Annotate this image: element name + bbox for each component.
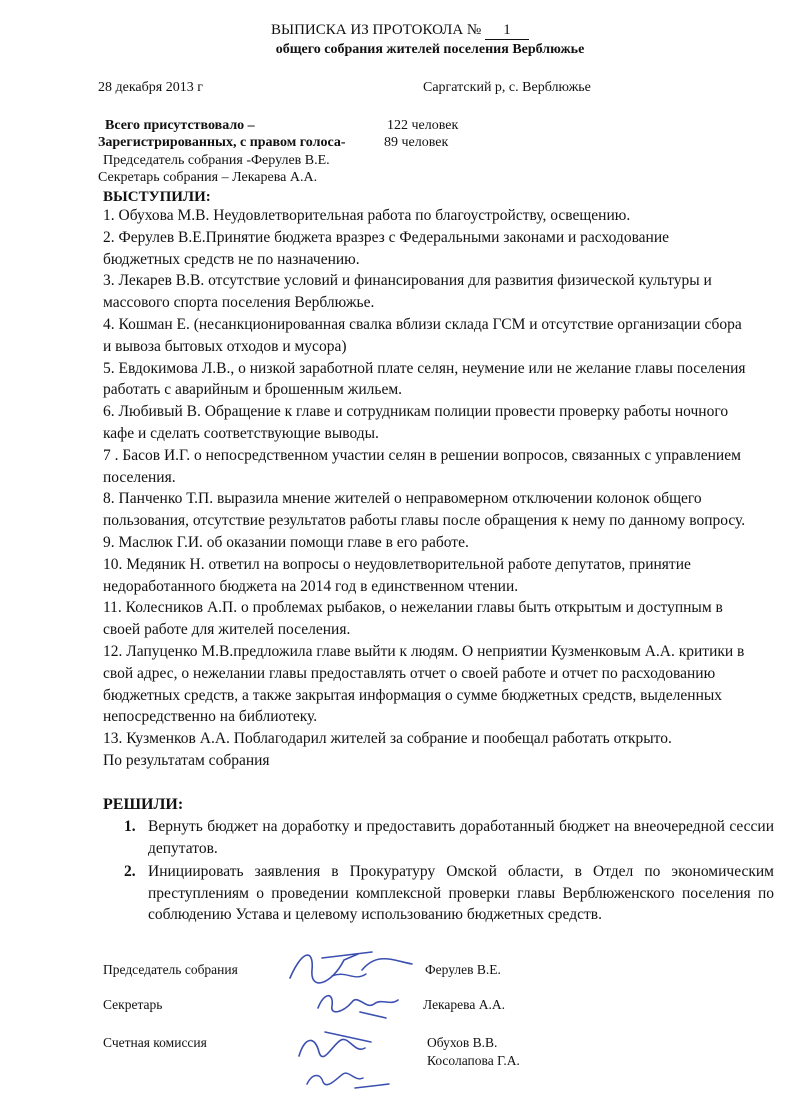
registered-label: Зарегистрированных, с правом голоса- [98, 135, 346, 150]
meeting-place: Саргатский р, с. Верблюжье [423, 80, 591, 95]
document-title [0, 22, 800, 40]
decision-item [124, 861, 774, 926]
speakers-heading: ВЫСТУПИЛИ: [103, 189, 211, 205]
decided-heading: РЕШИЛИ: [103, 796, 184, 813]
speech-item: 12. Лапуценко М.В.предложила главе выйти к людям. О неприятии Кузменковым А.А. критики в свой адрес, о нежелании главы предоставлять отчет о своей работе и отчет по расходованию бюджетных средств, а также закрытая информация о сумме бюджетных средств, выделенных непосредственно на библиотеку. [103, 642, 745, 726]
chairman-signature-label: Председатель собрания [103, 962, 238, 977]
speech-item: 10. Медяник Н. ответил на вопросы о неудовлетворительной работе депутатов, принятие недоработанного бюджета на 2014 год в единственном чтении. [103, 555, 691, 595]
present-label: Всего присутствовало – [105, 118, 255, 133]
speech-item: 3. Лекарев В.В. отсутствие условий и финансирования для развития физической культуры и массового спорта поселения Верблюжье. [103, 272, 712, 312]
speeches-list [103, 205, 748, 772]
secretary-signature-name: Лекарева А.А. [423, 997, 505, 1012]
document-subtitle: общего собрания жителей поселения Верблюжье [275, 42, 585, 57]
decision-number: 1. [124, 818, 136, 835]
speech-item: 11. Колесников А.П. о проблемах рыбаков, о нежелании главы быть открытым и доступным в своей работе для жителей поселения. [103, 599, 723, 639]
decision-item [124, 816, 774, 859]
speech-item: 8. Панченко Т.П. выразила мнение жителей о неправомерном отключении колонок общего пользования, отсутствие результатов работы главы после обращения к нему по данному вопросу. [103, 490, 746, 530]
chairman-signature-name: Ферулев В.Е. [425, 962, 501, 977]
speech-item: 1. Обухова М.В. Неудовлетворительная работа по благоустройству, освещению. [103, 207, 631, 224]
chairman-line: Председатель собрания -Ферулев В.Е. [103, 153, 330, 168]
registered-value: 89 человек [384, 135, 449, 150]
chairman-signature [262, 940, 432, 988]
commission-signatures [285, 1022, 415, 1096]
speech-item: 6. Любивый В. Обращение к главе и сотрудникам полиции провести проверку работы ночного кафе и сделать соответствующие выводы. [103, 403, 729, 442]
decision-number: 2. [124, 863, 136, 880]
results-intro: По результатам собрания [103, 751, 270, 769]
speech-item: 5. Евдокимова Л.В., о низкой заработной плате селян, неумение или не желание главы поселения работать с аварийным и брошенным жильем. [103, 359, 746, 399]
secretary-signature [300, 982, 420, 1024]
speech-item: 4. Кошман Е. (несанкционированная свалка вблизи склада ГСМ и отсутствие организации сбора и вывоза бытовых отходов и мусора) [103, 315, 742, 355]
commission-member-1: Обухов В.В. [427, 1035, 498, 1050]
protocol-number: 1 [485, 22, 529, 40]
decision-text: Вернуть бюджет на доработку и предоставить доработанный бюджет на внеочередной сессии депутатов. [148, 818, 774, 857]
meeting-date: 28 декабря 2013 г [98, 80, 203, 95]
speech-item: 2. Ферулев В.Е.Принятие бюджета вразрез с Федеральными законами и расходование бюджетных средств не по назначению. [103, 228, 670, 268]
commission-member-2: Косолапова Г.А. [427, 1053, 520, 1068]
secretary-line: Секретарь собрания – Лекарева А.А. [98, 170, 318, 185]
secretary-signature-label: Секретарь [103, 997, 163, 1012]
decision-text: Инициировать заявления в Прокуратуру Омской области, в Отдел по экономическим преступлениям о проведении комплексной проверки главы Верблюженского поселения по соблюдению Устава и целевому использованию бюджетных средств. [148, 863, 774, 923]
decisions-list [124, 816, 774, 928]
commission-signature-label: Счетная комиссия [103, 1035, 207, 1050]
speech-item: 13. Кузменков А.А. Поблагодарил жителей за собрание и пообещал работать открыто. [103, 730, 672, 748]
document-title-text: ВЫПИСКА ИЗ ПРОТОКОЛА № [271, 22, 482, 38]
present-value: 122 человек [387, 118, 459, 133]
speech-item: 7 . Басов И.Г. о непосредственном участии селян в решении вопросов, связанных с управлением поселения. [103, 446, 741, 486]
speech-item: 9. Маслюк Г.И. об оказании помощи главе в его работе. [103, 533, 469, 551]
